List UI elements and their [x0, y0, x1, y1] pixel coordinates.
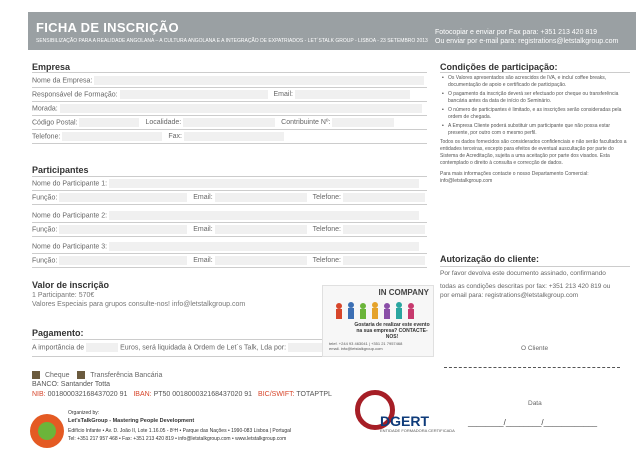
dgert-logo: DGERT [380, 413, 429, 429]
participante-2-funcao-row [32, 225, 425, 234]
condicao-item: • A Empresa Cliente poderá substituir um participante que não possa estar presente, por outro com o mesmo perfil. [448, 123, 630, 137]
morada-label: Morada: [32, 105, 58, 113]
participante-3-email-label: Email: [193, 257, 213, 265]
participante-1-funcao-field[interactable] [59, 193, 187, 202]
autorizacao-line3: por email para: registrations@letstalkgroup.com [440, 292, 579, 299]
liquidada-label: Euros, será liquidada à Ordem de Let´s Talk, Lda por: [120, 344, 287, 352]
divider [32, 253, 427, 254]
organizer-name: Let'sTalkGroup - Mastering People Development [68, 418, 195, 424]
participante-2-nome-row [32, 211, 419, 220]
signature-line[interactable] [444, 367, 620, 368]
participante-2-email-field[interactable] [215, 225, 307, 234]
incompany-tel: telef. +244 93 463041 | +351 21 7957468 [329, 341, 403, 346]
codigo-postal-label: Código Postal: [32, 119, 78, 127]
telefone-row [32, 132, 284, 141]
participante-1-telefone-label: Telefone: [312, 194, 341, 202]
valor-line1: 1 Participante: 570€ [32, 292, 95, 299]
participante-1-nome-label: Nome do Participante 1: [32, 180, 108, 188]
divider [32, 267, 427, 268]
condicoes-body [440, 75, 630, 185]
divider [32, 101, 427, 102]
morada-field[interactable] [60, 104, 422, 113]
organizer-address: Edifício Infante • Av. D. João II, Lote 1.16.05 - 8ºH • Parque das Nações • 1990-083 Lisboa | Portugal [68, 428, 292, 434]
participante-1-email-field[interactable] [215, 193, 307, 202]
banco-label: BANCO: Santander Totta [32, 381, 111, 388]
participante-2-nome-label: Nome do Participante 2: [32, 212, 108, 220]
empresa-telefone-field[interactable] [62, 132, 162, 141]
participante-3-nome-label: Nome do Participante 3: [32, 243, 108, 251]
date-field[interactable]: ________/________/____________ [468, 418, 598, 427]
telefone-label: Telefone: [32, 133, 61, 141]
participante-2-nome-field[interactable] [109, 211, 419, 220]
payment-method-row [32, 371, 162, 379]
letstalk-logo-icon [30, 414, 64, 448]
valor-line2: Valores Especiais para grupos consulte-nos! info@letstalkgroup.com [32, 301, 246, 308]
organized-by-label: Organized by: [68, 410, 100, 416]
nib-label: NIB: [32, 391, 46, 398]
divider [32, 204, 427, 205]
data-label: Data [528, 400, 542, 407]
incompany-badge: IN COMPANY [378, 288, 429, 297]
info-contact-text: Para mais informações contacte o nosso Departamento Comercial: info@letstalkgroup.com [440, 171, 589, 184]
fax-label: Fax: [168, 133, 182, 141]
localidade-label: Localidade: [145, 119, 182, 127]
incompany-banner [322, 285, 434, 357]
participante-2-telefone-label: Telefone: [312, 226, 341, 234]
email-label: Email: [273, 91, 293, 99]
participante-1-nome-row [32, 179, 419, 188]
participante-1-telefone-field[interactable] [343, 193, 425, 202]
nib-value: 001800032168437020 91 [45, 391, 128, 398]
dgert-subtitle: ENTIDADE FORMADORA CERTIFICADA [380, 428, 455, 433]
morada-row [32, 104, 422, 113]
divider [32, 190, 427, 191]
bank-codes [32, 391, 332, 398]
iban-label: IBAN: [133, 391, 152, 398]
importancia-field[interactable] [86, 343, 118, 352]
organizer-contacts: Tel: +351 217 957 468 • Fax: +351 213 420 819 • info@letstalkgroup.com • www.letstalkgroup.com [68, 436, 287, 442]
divider [32, 222, 427, 223]
divider [32, 236, 427, 237]
form-title: FICHA DE INSCRIÇÃO [36, 20, 179, 35]
condicao-item: • O pagamento da inscrição deverá ser efectuado por cheque ou transferência bancária antes da data de início do Seminário. [448, 91, 630, 105]
participante-3-funcao-field[interactable] [59, 256, 187, 265]
participante-1-nome-field[interactable] [109, 179, 419, 188]
participante-2-email-label: Email: [193, 226, 213, 234]
incompany-contact [329, 341, 402, 351]
responsavel-field[interactable] [120, 90, 268, 99]
participante-2-telefone-field[interactable] [343, 225, 425, 234]
incompany-email: email. info@letstalkgroup.com [329, 346, 383, 351]
codigo-postal-field[interactable] [79, 118, 139, 127]
pagamento-title: Pagamento: [32, 328, 84, 338]
divider [32, 87, 427, 88]
incompany-bubble [351, 322, 433, 340]
transferencia-label: Transferência Bancária [90, 371, 163, 379]
bic-label: BIC/SWIFT: [258, 391, 295, 398]
condicao-item: • Os Valores apresentados são acrescidos de IVA, e incluí coffee breaks, documentação de apoio e certificado de participação. [448, 75, 630, 89]
iban-value: PT50 001800032168437020 91 [151, 391, 253, 398]
divider [32, 129, 427, 130]
divider [32, 72, 427, 73]
participante-3-email-field[interactable] [215, 256, 307, 265]
header-contact [435, 28, 618, 46]
people-crowd-icon [331, 298, 427, 322]
participante-3-nome-field[interactable] [109, 242, 419, 251]
divider [32, 115, 427, 116]
divider [440, 266, 630, 267]
participante-1-funcao-row [32, 193, 425, 202]
contact-email: Ou enviar por e-mail para: registrations@letstalkgroup.com [435, 38, 619, 45]
divider [440, 72, 630, 73]
localidade-field[interactable] [183, 118, 275, 127]
importancia-row [32, 343, 366, 352]
incompany-bubble-line2: na sua empresa? CONTACTE-NOS! [356, 328, 428, 340]
contribuinte-label: Contribuinte Nº: [281, 119, 331, 127]
autorizacao-line2: todas as condições descritas por fax: +351 213 420 819 ou [440, 283, 611, 290]
participante-2-funcao-label: Função: [32, 226, 58, 234]
header-banner [28, 12, 636, 50]
codigo-row [32, 118, 394, 127]
form-subtitle: SENSIBILIZAÇÃO PARA A REALIDADE ANGOLANA – A CULTURA ANGOLANA E A INTEGRAÇÃO DE EXPATRIADOS - LET´STALK GROUP - LISBOA - 23 SETEMBRO 2013 [36, 38, 428, 44]
responsavel-row [32, 90, 410, 99]
participante-3-funcao-label: Função: [32, 257, 58, 265]
contribuinte-field[interactable] [332, 118, 394, 127]
participante-2-funcao-field[interactable] [59, 225, 187, 234]
cliente-label: O Cliente [521, 345, 549, 352]
empresa-title: Empresa [32, 62, 71, 72]
valor-title: Valor de inscrição [32, 280, 110, 290]
cheque-checkbox[interactable] [32, 371, 40, 379]
cheque-label: Cheque [44, 371, 70, 379]
nome-empresa-field[interactable] [94, 76, 424, 85]
participante-1-email-label: Email: [193, 194, 213, 202]
participante-3-nome-row [32, 242, 419, 251]
participante-1-funcao-label: Função: [32, 194, 58, 202]
empresa-email-field[interactable] [295, 90, 410, 99]
empresa-nome-row [32, 76, 424, 85]
divider [32, 176, 427, 177]
participante-3-telefone-label: Telefone: [312, 257, 341, 265]
bic-value: TOTAPTPL [294, 391, 332, 398]
participante-3-funcao-row [32, 256, 425, 265]
divider [32, 143, 427, 144]
transferencia-checkbox[interactable] [77, 371, 85, 379]
confidencialidade-text: Todos os dados fornecidos são considerados confidenciais e não serão facultados a entidades terceiras, excepto para efeitos de eventual auscultação por parte do Sistema de Acreditação, sujeita a uma aceitação por parte dos visados. Esta contemplado o direito à consulta e correcção de dados. [440, 139, 627, 166]
incompany-bubble-line1: Gostaria de realizar este evento [354, 322, 430, 328]
nome-empresa-label: Nome da Empresa: [32, 77, 93, 85]
autorizacao-title: Autorização do cliente: [440, 254, 540, 264]
condicoes-list [440, 75, 630, 137]
fax-field[interactable] [184, 132, 284, 141]
autorizacao-line1: Por favor devolva este documento assinado, confirmando [440, 270, 606, 277]
participantes-title: Participantes [32, 165, 89, 175]
contact-fax: Fotocopiar e enviar por Fax para: +351 213 420 819 [435, 29, 598, 36]
responsavel-label: Responsável de Formação: [32, 91, 118, 99]
participante-3-telefone-field[interactable] [343, 256, 425, 265]
importancia-label: A importância de [32, 344, 85, 352]
condicao-item: • O número de participantes é limitado, e as inscrições serão consideradas pela ordem de chegada. [448, 107, 630, 121]
condicoes-title: Condições de participação: [440, 62, 558, 72]
